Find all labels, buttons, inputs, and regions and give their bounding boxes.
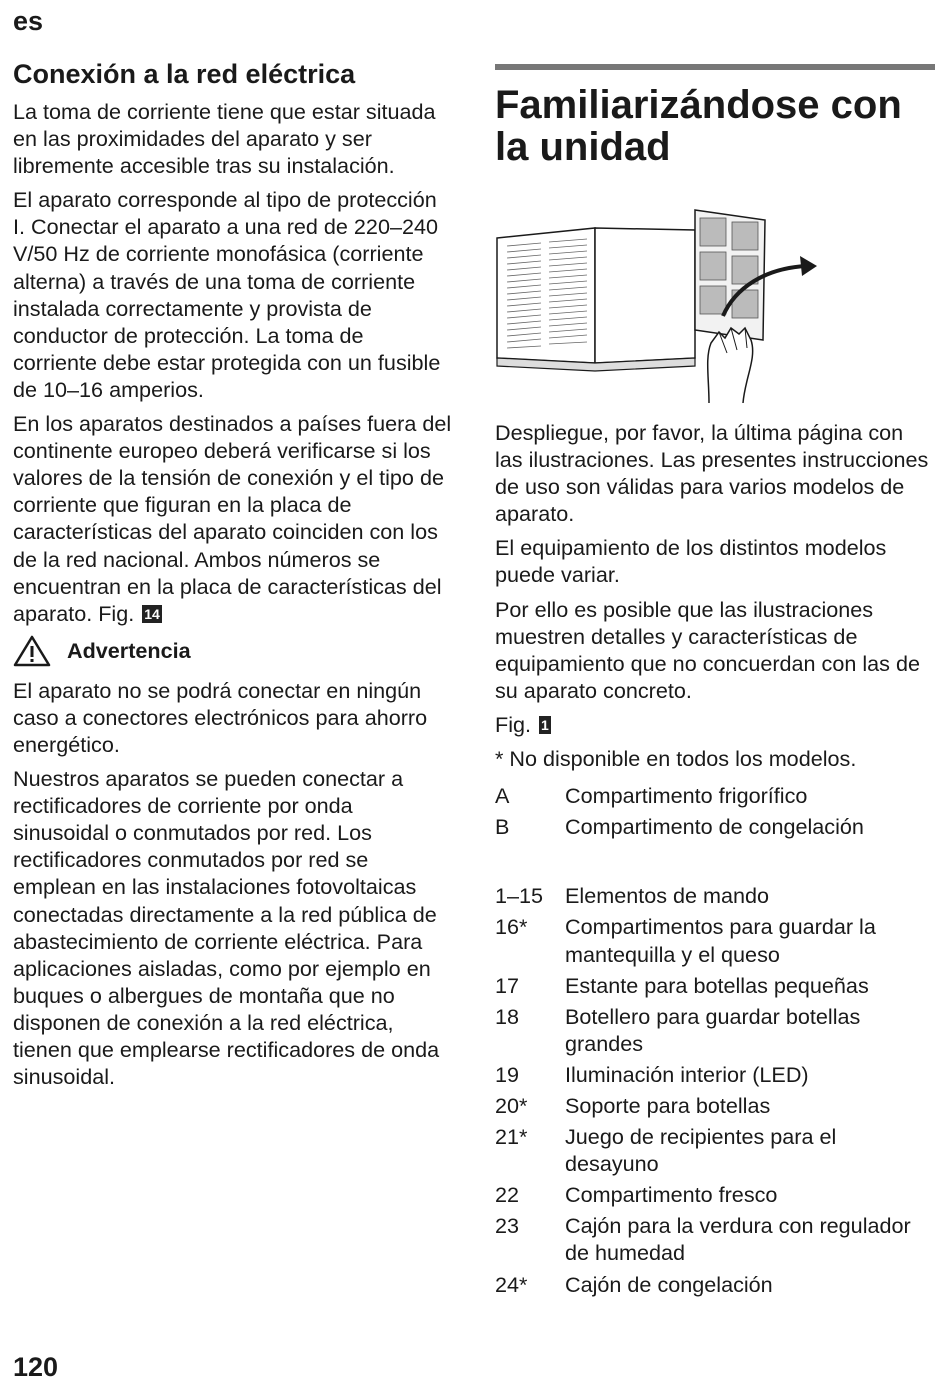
paragraph-illustrations: Por ello es posible que las ilustraciones muestren detalles y características de equipamiento que no concuerdan con las de su aparato concreto. [495, 596, 920, 703]
legend-key: 24* [495, 1271, 528, 1297]
legend-value: Iluminación interior (LED) [565, 1061, 809, 1087]
legend-value: Juego de recipientes para el desayuno [565, 1124, 837, 1177]
legend-row [495, 972, 935, 999]
paragraph-non-europe-text: En los aparatos destinados a países fuera del continente europeo deberá verificarse si los valores de la tensión de conexión y el tipo de corriente que figuran en la placa de características del aparato coinciden con los de la red nacional. Ambos números se encuentran en la placa de características del aparato. Fig. [13, 411, 452, 626]
legend-value: Compartimento frigorífico [565, 783, 808, 809]
legend-key: 23 [495, 1213, 520, 1239]
legend-key: 22 [495, 1182, 520, 1208]
figure-ref-1: 1 [541, 716, 549, 733]
legend-key: A [495, 783, 510, 809]
section-rule [495, 64, 935, 70]
section-title-familiarizing: Familiarizándose con la unidad [495, 83, 902, 169]
paragraph-socket: La toma de corriente tiene que estar situada en las proximidades del aparato y ser libremente accesible tras su instalación. [13, 99, 436, 179]
legend-key: 17 [495, 972, 520, 998]
paragraph-foldout: Despliegue, por favor, la última página con las ilustraciones. Las presentes instrucciones de uso son válidas para varios modelos de aparato. [495, 420, 929, 527]
figure-label: Fig. [495, 711, 531, 737]
legend-row [495, 1003, 935, 1057]
warning-title: Advertencia [67, 637, 191, 663]
legend-value: Compartimento de congelación [565, 814, 864, 840]
legend-key: 19 [495, 1061, 520, 1087]
paragraph-protection: El aparato corresponde al tipo de protección I. Conectar el aparato a una red de 220–240 V/50 Hz de corriente monofásica (corriente alterna) a través de una toma de corriente instalada correctamente y provista de conductor de protección. La toma de corriente debe estar protegida con un fusible de 10–16 amperios. [13, 187, 441, 402]
left-column [13, 58, 453, 1097]
legend-value: Compartimento fresco [565, 1182, 778, 1208]
legend-key: B [495, 814, 510, 840]
figure-ref-14: 14 [144, 605, 160, 622]
legend-row [495, 1061, 935, 1088]
legend-value: Soporte para botellas [565, 1092, 771, 1118]
warning-triangle-icon [13, 635, 51, 667]
paragraph-equipment: El equipamiento de los distintos modelos puede variar. [495, 535, 887, 588]
legend-key: 21* [495, 1124, 528, 1150]
legend-value: Estante para botellas pequeñas [565, 972, 869, 998]
legend-row [495, 1092, 935, 1119]
legend-key: 16* [495, 914, 528, 940]
legend-row [495, 813, 935, 840]
legend-row [495, 1271, 935, 1298]
legend-row [495, 1123, 935, 1177]
legend-row [495, 1181, 935, 1208]
paragraph-energy-saving: El aparato no se podrá conectar en ningún caso a conectores electrónicos para ahorro energético. [13, 677, 428, 757]
figure-reference [495, 711, 935, 738]
legend-key: 20* [495, 1092, 528, 1118]
legend-row [495, 882, 935, 909]
legend-row [495, 782, 935, 809]
legend-compartments [495, 782, 935, 840]
legend-value: Compartimentos para guardar la mantequilla y el queso [565, 914, 876, 967]
availability-note: * No disponible en todos los modelos. [495, 746, 857, 772]
section-title-electrical: Conexión a la red eléctrica [13, 59, 356, 89]
legend-value: Elementos de mando [565, 883, 770, 909]
language-code: es [13, 6, 44, 36]
right-column [495, 64, 935, 1302]
warning-heading [13, 635, 453, 667]
paragraph-rectifiers: Nuestros aparatos se pueden conectar a rectificadores de corriente por onda sinusoidal o conmutados por red. Los rectificadores conmutados por red se emplean en las instalaciones fotovoltaicas conectadas directamente a la red pública de abastecimiento de corriente eléctrica. Para aplicaciones aisladas, como por ejemplo en buques o albergues de montaña que no disponen de conexión a la red eléctrica, tienen que emplearse rectificadores de onda sinusoidal. [13, 766, 440, 1090]
legend-row [495, 1212, 935, 1266]
legend-components [495, 882, 935, 1297]
legend-value: Cajón de congelación [565, 1271, 773, 1297]
paragraph-non-europe [13, 410, 453, 627]
legend-value: Cajón para la verdura con regulador de humedad [565, 1213, 911, 1266]
legend-key: 18 [495, 1003, 520, 1029]
legend-key: 1–15 [495, 883, 544, 909]
page-number: 120 [13, 1352, 59, 1382]
legend-row [495, 913, 935, 967]
manual-foldout-illustration [495, 208, 820, 413]
legend-value: Botellero para guardar botellas grandes [565, 1003, 861, 1056]
